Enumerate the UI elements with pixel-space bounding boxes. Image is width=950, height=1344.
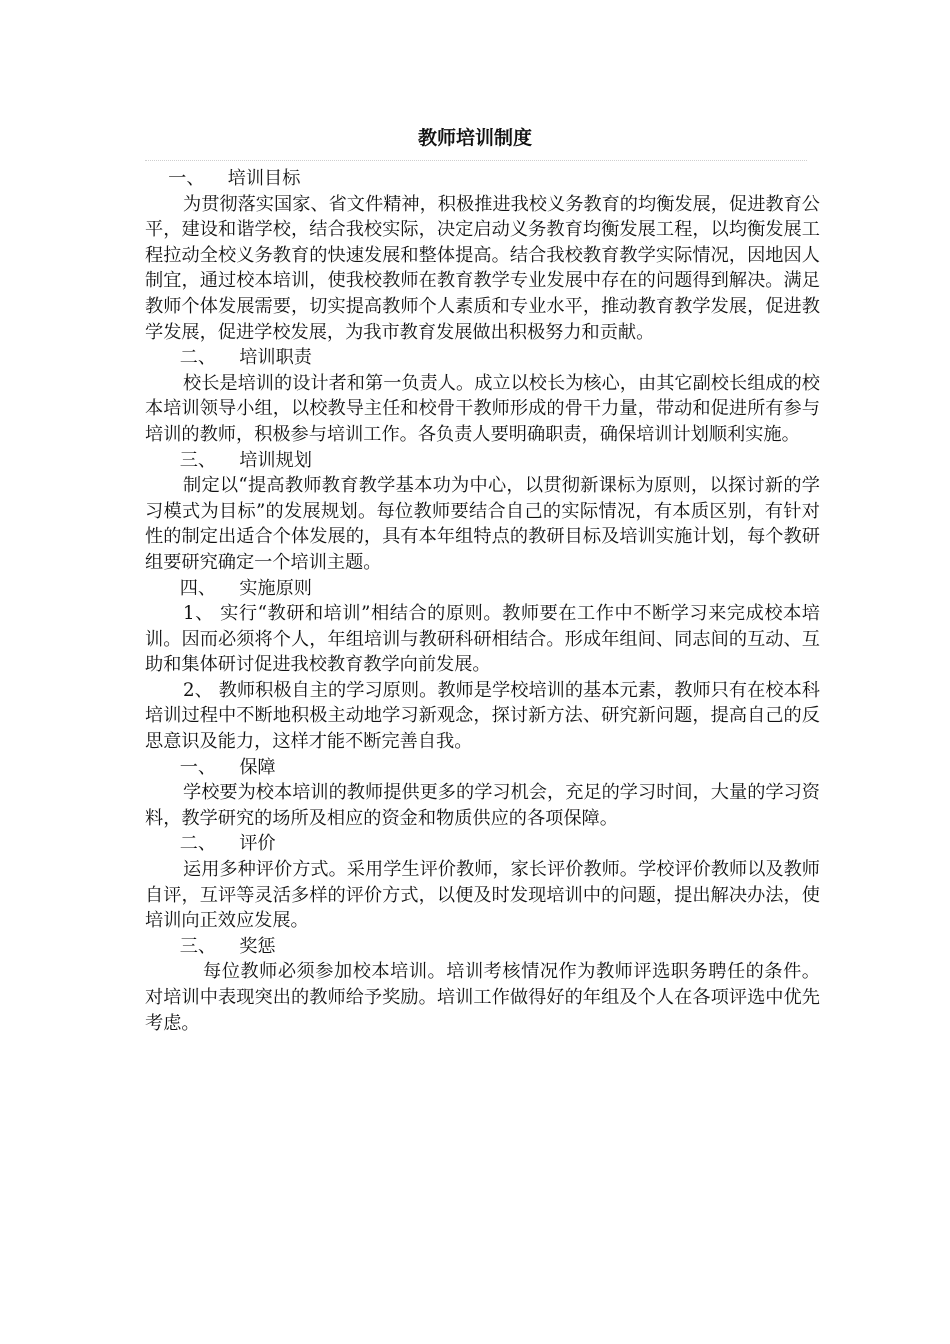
section-heading: 一、 培训目标 xyxy=(145,168,301,189)
numbered-paragraph: 2、 教师积极自主的学习原则。教师是学校培训的基本元素，教师只有在校本科培训过程中不断地积极主动地学习新观念，探讨新方法、研究新问题，提高自己的反思意识及能力，这样才能不断完善自我。 xyxy=(145,679,820,753)
paragraph: 校长是培训的设计者和第一负责人。成立以校长为核心，由其它副校长组成的校本培训领导小组，以校教导主任和校骨干教师形成的骨干力量，带动和促进所有参与培训的教师，积极参与培训工作。各负责人要明确职责，确保培训计划顺利实施。 xyxy=(145,372,820,445)
paragraph: 运用多种评价方式。采用学生评价教师，家长评价教师。学校评价教师以及教师自评，互评等灵活多样的评价方式，以便及时发现培训中的问题，提出解决办法，使培训向正效应发展。 xyxy=(145,859,820,932)
title-divider xyxy=(145,160,807,161)
paragraph: 每位教师必须参加校本培训。培训考核情况作为教师评选职务聘任的条件。对培训中表现突出的教师给予奖励。培训工作做得好的年组及个人在各项评选中优先考虑。 xyxy=(145,961,820,1034)
numbered-paragraph: 1、 实行“教研和培训”相结合的原则。教师要在工作中不断学习来完成校本培训。因而必须将个人，年组培训与教研科研相结合。形成年组间、同志间的互动、互助和集体研讨促进我校教育教学向前发展。 xyxy=(145,603,820,676)
paragraph: 学校要为校本培训的教师提供更多的学习机会，充足的学习时间，大量的学习资料，教学研究的场所及相应的资金和物质供应的各项保障。 xyxy=(145,782,820,829)
paragraph: 为贯彻落实国家、省文件精神，积极推进我校义务教育的均衡发展，促进教育公平，建设和谐学校，结合我校实际，决定启动义务教育均衡发展工程，以均衡发展工程拉动全校义务教育的快速发展和整体提高。结合我校教育教学实际情况，因地因人制宜，通过校本培训，使我校教师在教育教学专业发展中存在的问题得到解决。满足教师个体发展需要，切实提高教师个人素质和专业水平，推动教育教学发展，促进教学发展，促进学校发展，为我市教育发展做出积极努力和贡献。 xyxy=(145,193,820,343)
paragraph: 制定以“提高教师教育教学基本功为中心，以贯彻新课标为原则，以探讨新的学习模式为目标”的发展规划。每位教师要结合自己的实际情况，有本质区别，有针对性的制定出适合个体发展的，具有本年组特点的教研目标及培训实施计划，每个教研组要研究确定一个培训主题。 xyxy=(145,475,820,573)
document-title: 教师培训制度 xyxy=(417,127,532,149)
document-body xyxy=(145,166,820,1036)
section-heading: 一、 保障 xyxy=(145,756,276,778)
section-heading: 四、 实施原则 xyxy=(145,577,312,599)
section-heading: 二、 培训职责 xyxy=(145,347,312,369)
section-heading: 二、 评价 xyxy=(145,833,276,855)
section-heading: 三、 奖惩 xyxy=(145,935,276,957)
section-heading: 三、 培训规划 xyxy=(145,449,312,471)
